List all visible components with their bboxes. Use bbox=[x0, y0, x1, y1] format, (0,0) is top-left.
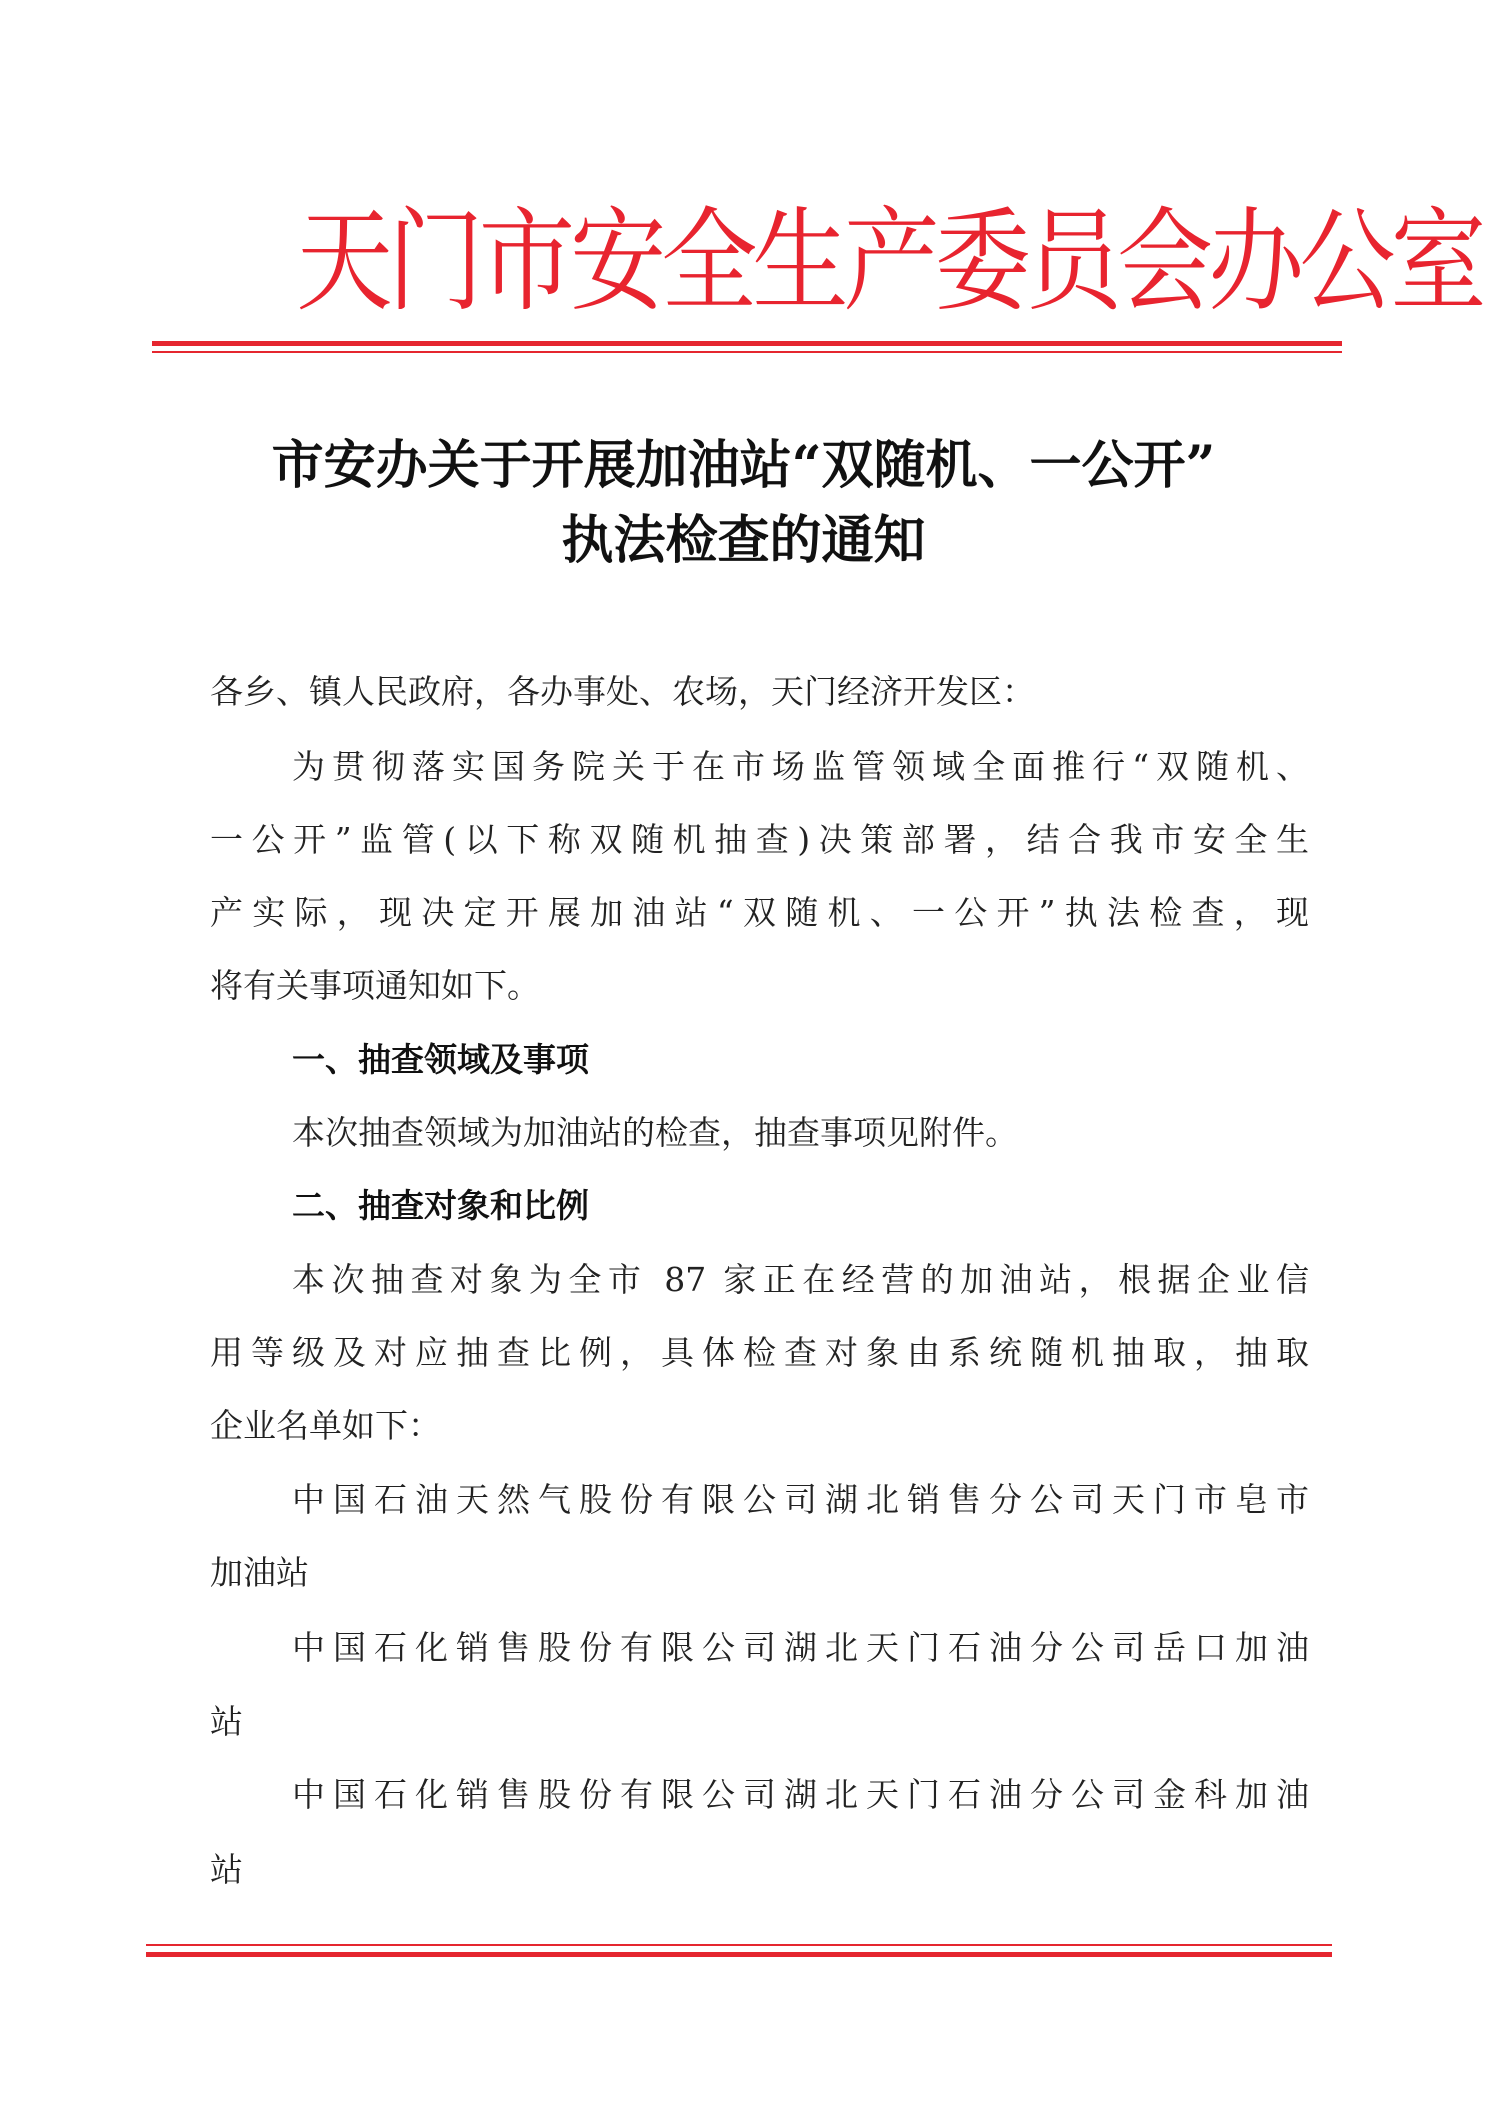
station-item: 中国石化销售股份有限公司湖北天门石油分公司金科加油 bbox=[292, 1775, 1309, 1814]
intro-line: 产实际，现决定开展加油站“双随机、一公开”执法检查，现 bbox=[210, 893, 1309, 932]
section2-line: 用等级及对应抽查比例，具体检查对象由系统随机抽取，抽取 bbox=[210, 1333, 1309, 1372]
station-item: 中国石油天然气股份有限公司湖北销售分公司天门市皂市 bbox=[292, 1480, 1309, 1519]
station-item: 中国石化销售股份有限公司湖北天门石油分公司岳口加油 bbox=[292, 1628, 1309, 1667]
intro-line: 为贯彻落实国务院关于在市场监管领域全面推行“双随机、 bbox=[292, 747, 1309, 786]
station-item-cont: 加油站 bbox=[210, 1553, 309, 1592]
intro-line: 一公开”监管(以下称双随机抽查)决策部署，结合我市安全生 bbox=[210, 820, 1309, 859]
section1-heading: 一、抽查领域及事项 bbox=[292, 1040, 589, 1079]
section2-line: 企业名单如下： bbox=[210, 1406, 441, 1445]
footer-rule-thick bbox=[146, 1952, 1332, 1957]
header-rule-thin bbox=[152, 351, 1342, 353]
intro-line: 将有关事项通知如下。 bbox=[210, 966, 540, 1005]
section1-text: 本次抽查领域为加油站的检查，抽查事项见附件。 bbox=[292, 1113, 1018, 1152]
section2-line: 本次抽查对象为全市 87 家正在经营的加油站，根据企业信 bbox=[292, 1260, 1309, 1299]
document-title-line1: 市安办关于开展加油站“双随机、一公开” bbox=[271, 435, 1216, 496]
header-rule-thick bbox=[152, 341, 1342, 346]
issuer-header bbox=[200, 197, 1482, 327]
salutation: 各乡、镇人民政府，各办事处、农场，天门经济开发区： bbox=[210, 672, 1035, 711]
footer-rule-thin bbox=[146, 1944, 1332, 1946]
document-title-line2: 执法检查的通知 bbox=[561, 510, 926, 571]
station-item-cont: 站 bbox=[210, 1702, 243, 1741]
station-item-cont: 站 bbox=[210, 1850, 243, 1889]
section2-heading: 二、抽查对象和比例 bbox=[292, 1186, 589, 1225]
issuer-name: 天门市安全生产委员会办公室 bbox=[296, 197, 1482, 327]
